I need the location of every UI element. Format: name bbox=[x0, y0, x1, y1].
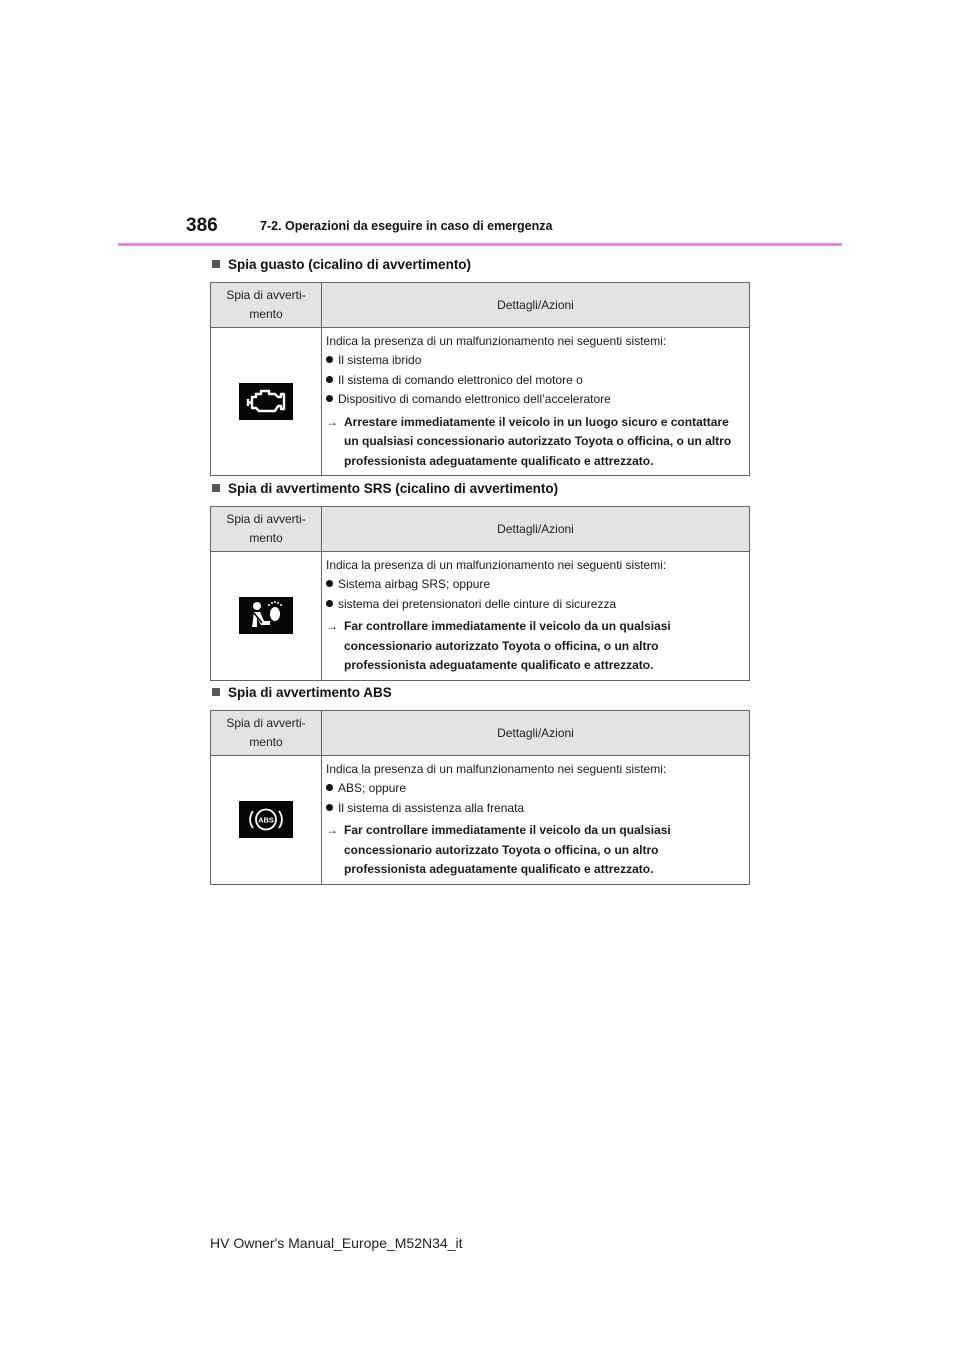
col-header-warning-light-text: Spia di avverti- mento bbox=[226, 512, 306, 545]
section-srs-airbag bbox=[210, 479, 750, 681]
icon-cell bbox=[211, 756, 322, 885]
arrow-icon: → bbox=[326, 619, 338, 633]
list-item-text: Il sistema di comando elettronico del motore o bbox=[338, 372, 583, 387]
col-header-warning-light bbox=[211, 283, 322, 328]
col-header-warning-light-text: Spia di avverti- mento bbox=[226, 288, 306, 321]
chapter-title: 7-2. Operazioni da eseguire in caso di emergenza bbox=[260, 219, 553, 233]
bullet-icon bbox=[326, 395, 333, 402]
list-item bbox=[326, 575, 743, 595]
icon-cell bbox=[211, 328, 322, 476]
action-text: Far controllare immediatamente il veicolo da un qualsiasi concessionario autorizzato Toyota o officina, o un altro professionista adeguatamente qualificato e attrezzato. bbox=[344, 823, 671, 876]
list-item-text: ABS; oppure bbox=[338, 781, 407, 795]
section-title bbox=[212, 479, 750, 497]
list-item-text: Il sistema ibrido bbox=[338, 353, 422, 367]
list-item bbox=[326, 390, 743, 410]
section-abs bbox=[210, 683, 750, 885]
col-header-warning-light bbox=[211, 507, 322, 552]
action-text: Arrestare immediatamente il veicolo in un luogo sicuro e contattare un qualsiasi concessionario autorizzato Toyota o officina, o un altro professionista adeguatamente qualificato e attrezzato. bbox=[344, 414, 732, 468]
action-instruction bbox=[326, 821, 743, 880]
list-item-text: sistema dei pretensionatori delle cinture di sicurezza bbox=[338, 596, 617, 611]
airbag-icon bbox=[239, 597, 293, 634]
abs-icon bbox=[239, 801, 293, 838]
bullet-icon bbox=[326, 580, 333, 587]
icon-cell bbox=[211, 552, 322, 681]
details-cell bbox=[322, 756, 750, 885]
intro-text: Indica la presenza di un malfunzionamento nei seguenti sistemi: bbox=[326, 334, 667, 348]
section-title bbox=[212, 255, 750, 273]
section-check-engine bbox=[210, 255, 750, 476]
warning-table bbox=[210, 710, 750, 885]
warning-table bbox=[210, 282, 750, 476]
arrow-icon: → bbox=[326, 414, 338, 429]
header-divider bbox=[118, 243, 842, 246]
bullet-icon bbox=[326, 376, 333, 383]
list-item-text: Il sistema di assistenza alla frenata bbox=[338, 800, 525, 815]
bullet-icon bbox=[326, 804, 333, 811]
col-header-warning-light bbox=[211, 711, 322, 756]
check-engine-icon bbox=[239, 383, 293, 420]
section-title-text: Spia di avvertimento SRS (cicalino di avvertimento) bbox=[228, 480, 559, 496]
list-item bbox=[326, 595, 743, 615]
warning-table bbox=[210, 506, 750, 681]
square-bullet-icon bbox=[212, 688, 220, 696]
action-instruction bbox=[326, 413, 743, 472]
square-bullet-icon bbox=[212, 260, 220, 268]
list-item-text: Dispositivo di comando elettronico dell’acceleratore bbox=[338, 392, 611, 406]
list-item bbox=[326, 351, 743, 371]
footer-text: HV Owner's Manual_Europe_M52N34_it bbox=[210, 1235, 463, 1251]
details-cell bbox=[322, 552, 750, 681]
list-item bbox=[326, 779, 743, 799]
col-header-details: Dettagli/Azioni bbox=[322, 283, 750, 328]
list-item bbox=[326, 799, 743, 819]
bullet-icon bbox=[326, 600, 333, 607]
bullet-icon bbox=[326, 784, 333, 791]
section-title-text: Spia guasto (cicalino di avvertimento) bbox=[228, 256, 472, 272]
bullet-icon bbox=[326, 356, 333, 363]
page-number: 386 bbox=[186, 215, 218, 236]
col-header-details: Dettagli/Azioni bbox=[322, 711, 750, 756]
arrow-icon: → bbox=[326, 823, 338, 837]
action-instruction bbox=[326, 617, 743, 676]
section-title bbox=[212, 683, 750, 701]
intro-text: Indica la presenza di un malfunzionamento nei seguenti sistemi: bbox=[326, 558, 667, 572]
section-title-text: Spia di avvertimento ABS bbox=[228, 684, 392, 700]
col-header-warning-light-text: Spia di avverti- mento bbox=[226, 716, 306, 749]
action-text: Far controllare immediatamente il veicolo da un qualsiasi concessionario autorizzato Toyota o officina, o un altro professionista adeguatamente qualificato e attrezzato. bbox=[344, 619, 671, 672]
details-cell bbox=[322, 328, 750, 476]
list-item bbox=[326, 371, 743, 391]
intro-text: Indica la presenza di un malfunzionamento nei seguenti sistemi: bbox=[326, 762, 667, 776]
abs-icon-label: ABS bbox=[258, 815, 274, 825]
list-item-text: Sistema airbag SRS; oppure bbox=[338, 577, 491, 591]
col-header-details: Dettagli/Azioni bbox=[322, 507, 750, 552]
square-bullet-icon bbox=[212, 484, 220, 492]
